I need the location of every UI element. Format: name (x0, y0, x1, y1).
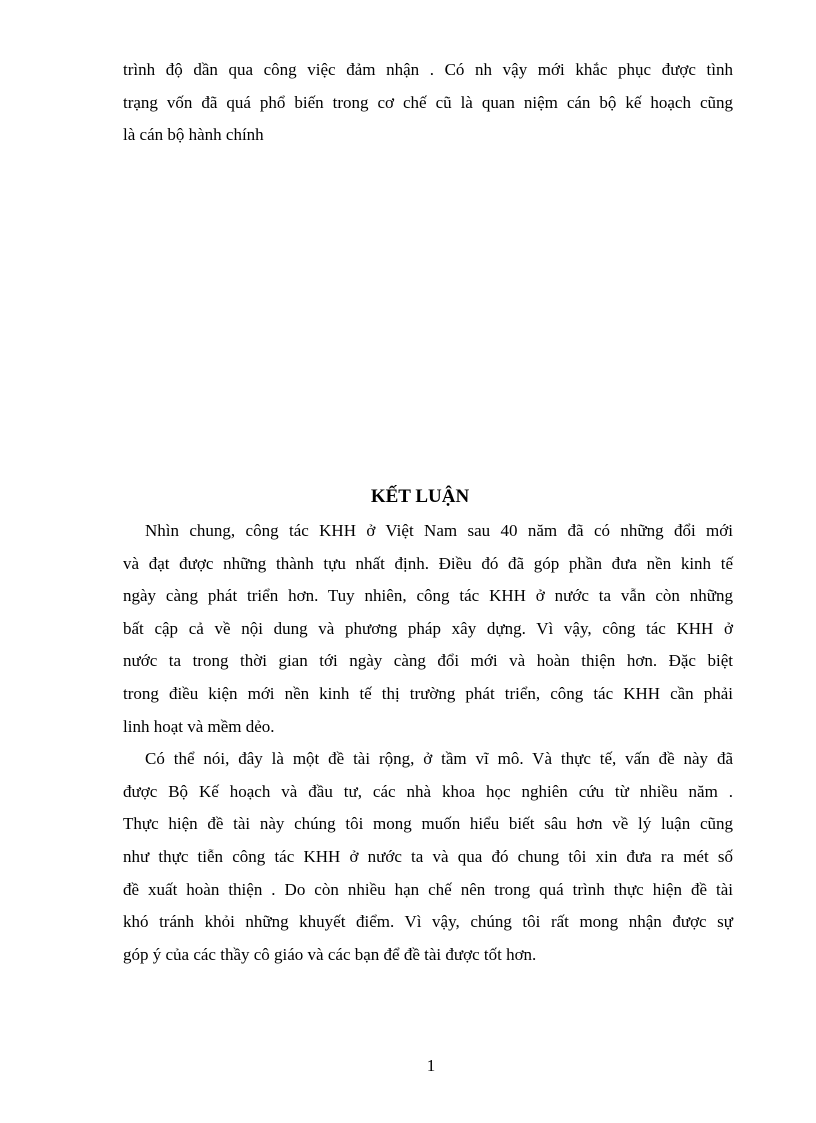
text-line: được Bộ Kế hoạch và đầu tư, các nhà khoa học nghiên cứu từ nhiều năm . (123, 781, 733, 801)
page-number: 1 (426, 1056, 436, 1075)
text-line: Thực hiện đề tài này chúng tôi mong muốn hiểu biết sâu hơn về lý luận cũng (123, 814, 733, 834)
conclusion-paragraph-1 (123, 515, 733, 743)
text-line: như thực tiễn công tác KHH ở nước ta và qua đó chung tôi xin đưa ra mét số (123, 846, 733, 866)
text-line: trong điều kiện mới nền kinh tế thị trường phát triển, công tác KHH cần phải (123, 683, 733, 703)
text-line: bất cập cả về nội dung và phương pháp xây dựng. Vì vậy, công tác KHH ở (123, 618, 733, 638)
text-line: góp ý của các thầy cô giáo và các bạn để đề tài được tốt hơn. (123, 944, 537, 964)
text-line: ngày càng phát triển hơn. Tuy nhiên, công tác KHH ở nước ta vẫn còn những (123, 586, 733, 606)
section-heading: KẾT LUẬN (370, 486, 470, 507)
text-line: và đạt được những thành tựu nhất định. Điều đó đã góp phần đưa nền kinh tế (123, 553, 733, 573)
conclusion-paragraph-2 (123, 743, 733, 971)
text-line: đề xuất hoàn thiện . Do còn nhiều hạn chế nên trong quá trình thực hiện đề tài (123, 879, 733, 899)
conclusion-body (123, 515, 733, 971)
text-line: Có thể nói, đây là một đề tài rộng, ở tầm vĩ mô. Và thực tế, vấn đề này đã (145, 749, 733, 769)
text-line: nước ta trong thời gian tới ngày càng đổi mới và hoàn thiện hơn. Đặc biệt (123, 651, 733, 671)
text-line: trạng vốn đã quá phổ biến trong cơ chế cũ là quan niệm cán bộ kế hoạch cũng (123, 92, 733, 112)
intro-paragraph (123, 54, 733, 152)
text-line: là cán bộ hành chính (123, 125, 264, 145)
text-line: linh hoạt và mềm dẻo. (123, 716, 275, 736)
text-line: trình độ dần qua công việc đảm nhận . Có nh vậy mới khắc phục được tình (123, 60, 733, 79)
text-line: khó tránh khỏi những khuyết điểm. Vì vậy, chúng tôi rất mong nhận được sự (123, 912, 733, 932)
text-line: Nhìn chung, công tác KHH ở Việt Nam sau 40 năm đã có những đổi mới (145, 521, 733, 540)
